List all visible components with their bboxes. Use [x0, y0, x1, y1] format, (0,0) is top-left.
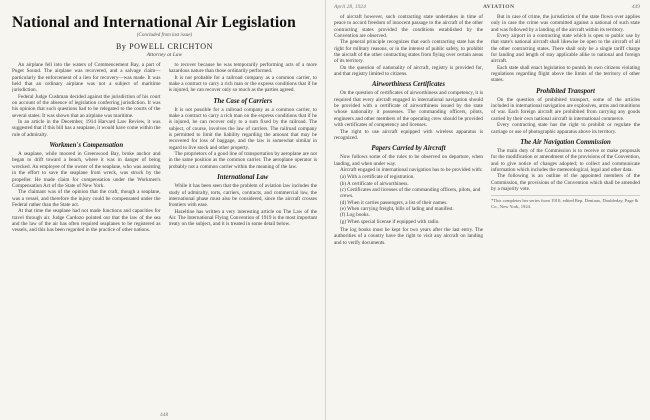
paragraph: The right to use aircraft equipped with wireless apparatus is recognized. — [334, 128, 483, 141]
paragraph: The general principle recognizes that each contracting state has the right for military reasons, or in the interest of public safety, to prohibit the aircraft of the other contracting states from flying over certain areas of its territory. — [334, 39, 483, 65]
list-item: (d) When it carries passengers, a list of their names. — [340, 199, 448, 206]
issue-date: April 28, 1924 — [334, 4, 366, 10]
paragraph: It is not possible for a railroad company as a common carrier, to make a contract to carry a rich man on the express conditions that if he is injured, he can recover only to a sum fixed by the railroad. The subject, of course, involves the law of carriers. The railroad company is permitted to limit the liability regarding the amount that may be recovered for loss of baggage, and the law is somewhat similar in regard to live stock and other property. — [168, 106, 317, 151]
paragraph: An airplane fell into the waters of Commencement Bay, a part of Puget Sound. The airplane was recovered, and a salvage claim—particularly the enforcement of a lien for recovery—was made. It was held that an ordinary airplane was not a subject of maritime jurisdiction. — [12, 62, 161, 94]
section-heading: The Air Navigation Commission — [520, 138, 611, 146]
paragraph: The log books must be kept for two years after the last entry. The authorities of a country have the right to visit any aircraft on landing and to verify documents. — [334, 226, 483, 246]
paragraph: The proprietors of a good line of transportation by aeroplane are not in the same position as the common carrier. The aeroplane operator is probably not a common carrier within the meaning of the law. — [168, 151, 317, 170]
document-list — [334, 174, 483, 225]
paragraph: At that time the seaplane had not made functions and capacities for travel through air. Judge Cardozo pointed out that the law of the sea and the law of the air has often required seaplanes to be registered as vessels, and this has been regarded in the practice of other nations. — [12, 208, 161, 234]
article-title: National and International Air Legislation — [12, 14, 296, 31]
paragraph: On the question of nationality of aircraft, registry is provided for, and that registry limited to citizens. — [334, 64, 483, 78]
paragraph: It is not probable for a railroad company as a common carrier, to make a contract to carry a rich man or the express conditions that if he is injured, he can recover only so much as the parties agreed. — [168, 74, 317, 94]
right-col-2 — [491, 14, 640, 410]
paragraph: On the question of prohibited transport, some of the articles included in international navigation are explosives, arms and munitions of war. Each foreign aircraft are prohibited from carrying any goods carried by their own national aircraft in international commerce. — [491, 96, 640, 122]
right-page — [326, 0, 650, 420]
paragraph: In an article in the December, 1914 Harvard Law Review, it was suggested that if this bill has a seaplane, it would have come within the rule of admiralty. — [12, 119, 161, 138]
list-item: (b) A certificate of airworthiness. — [340, 180, 409, 187]
paragraph: to recover because he was temporarily performing acts of a more hazardous nature than those ordinarily performed. — [168, 62, 317, 75]
list-item: (c) Certificates and licenses of the commanding officers, pilots, and crews. — [340, 186, 481, 200]
paragraph: While it has been seen that the problem of aviation law includes the study of admiralty, torts, carriers, contracts, and commercial law, the international phase must also be considered, since the aircraft crosses frontiers with ease. — [168, 183, 317, 209]
left-col-2 — [169, 62, 318, 417]
right-col-1 — [334, 14, 483, 410]
section-heading: Workmen's Compensation — [49, 142, 124, 150]
left-col-1 — [12, 62, 161, 417]
right-col-2-body — [491, 14, 640, 192]
paragraph: Aircraft engaged in international navigation has to be provided with: — [340, 166, 483, 173]
left-columns — [12, 62, 317, 417]
paragraph: The main duty of the Commission is to receive or make proposals for the modification or amendment of the provisions of the Convention, and to give notice of changes adopted; to collect and communicate information which includes the meteorological, legal and other data. — [491, 147, 640, 173]
byline-role: Attorney at Law — [146, 52, 183, 58]
section-heading: Prohibited Transport — [536, 87, 595, 95]
paragraph: Hazeltine has written a very interesting article on The Law of the Air. The International Flying Convention of 1919 is the most important treaty on the subject, and it is treated in some detail below. — [168, 208, 317, 228]
section-heading: Airworthiness Certificates — [371, 81, 446, 89]
magazine-name: AVIATION — [482, 4, 515, 10]
left-page-number: 448 — [160, 412, 169, 418]
header-page-number: 449 — [631, 4, 640, 10]
list-item: (f) Log books. — [340, 212, 370, 219]
paragraph: The claimant was of the opinion that the craft, though a seaplane, was a vessel, and therefore the injury could be compensated under the Federal rather than the State act. — [12, 189, 161, 208]
continued-note: (Concluded from last issue) — [136, 33, 193, 38]
section-heading: International Law — [217, 174, 269, 182]
paragraph: Every airport in a contracting state which is open to public use by that state's national aircraft shall likewise be open to the aircraft of all the other contracting states. There shall only be a single tariff charge for landing and length of stay applicable alike to national and foreign aircraft. — [491, 33, 640, 65]
paragraph: Each state shall enact legislation to punish its own citizens violating regulations regarding flight above the limits of the territory of other states. — [491, 64, 640, 84]
left-running-header — [12, 4, 317, 11]
paragraph: Every contracting state has the right to prohibit or regulate the carriage or use of photographic apparatus above its territory. — [491, 122, 640, 135]
section-heading: The Case of Carriers — [213, 97, 273, 105]
right-running-header — [334, 4, 640, 11]
list-item: (g) When special license if equipped with radio. — [340, 218, 440, 225]
paragraph: Federal Judge Cushman decided against the jurisdiction of his court on account of the absence of legislation conferring jurisdiction. It was his opinion that such questions had to be relegated to the courts of the several states. It was shown that an airplane was maritime. — [12, 93, 161, 119]
footnote: *This completes her series from 1910, edited Rep. Deniaux, Doubleday, Page & Co., New York, 1924. — [491, 195, 640, 209]
paragraph: Now follows some of the rules to be observed on departure, when landing, and when under way. — [334, 154, 483, 167]
paragraph: But in case of crime, the jurisdiction of the state flown over applies only in case the crime was committed against a national of such state and was followed by a landing of the aircraft within its territory. — [491, 14, 640, 33]
paragraph: of aircraft however, such contracting state undertakes in time of peace to accord freedom of innocent passage to the aircraft of the other contracting states provided the conditions established by the Convention are observed. — [334, 14, 483, 40]
list-item: (a) With a certificate of registration. — [340, 174, 415, 181]
paragraph: A seaplane, while moored in Greenwood Bay, broke anchor and began to drift toward a beach, where it was in danger of being wrecked. An employee of the owner of the seaplane, who was assisting in the effort to save the seaplane from wreck, was struck by the propeller. He made claim for compensation under the Workmen's Compensation Act of the State of New York. — [12, 151, 161, 189]
paragraph: On the question of certificates of airworthiness and competency, it is required that every aircraft engaged in international navigation should be provided with a certificate of airworthiness issued by the state whose nationality it possesses. The commanding officers, pilots, engineers and other members of the operating crew should be provided with certificates of competency and licenses. — [334, 90, 483, 129]
byline: By POWELL CRICHTON — [115, 42, 214, 51]
list-item: (e) When carrying freight, bills of lading and manifest. — [340, 205, 454, 212]
paragraph: The following is an outline of the appointed members of the Commission, the provisions of the Convention which shall be amended by a majority vote. — [491, 173, 640, 192]
right-columns — [334, 14, 640, 410]
section-heading: Papers Carried by Aircraft — [371, 145, 446, 153]
